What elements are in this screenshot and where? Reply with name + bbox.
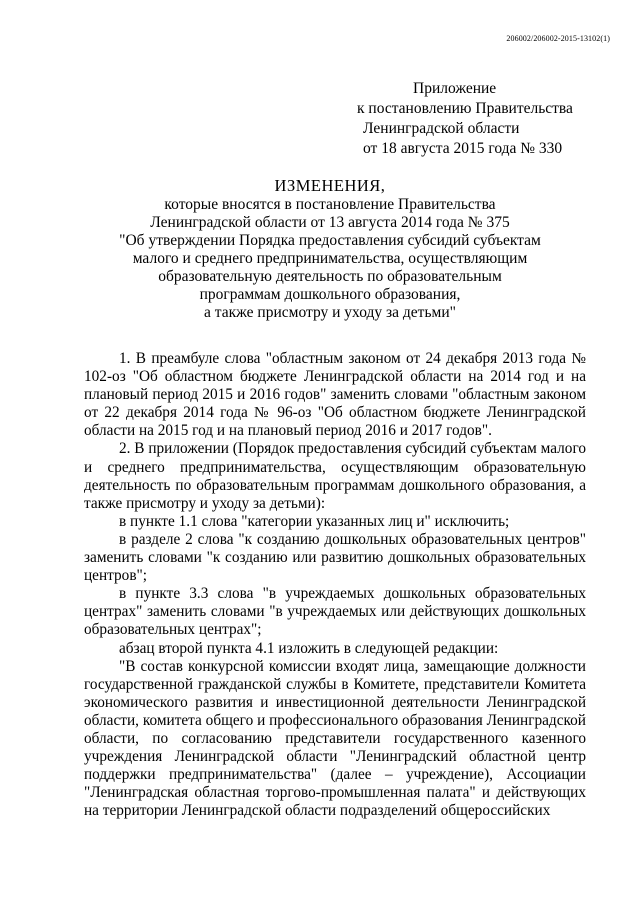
appendix-line: к постановлению Правительства: [357, 100, 573, 117]
document-body: [84, 350, 586, 820]
title-line: которые вносятся в постановление Правительства: [164, 196, 496, 213]
document-title: [60, 177, 600, 322]
title-line: малого и среднего предпринимательства, осуществляющим: [132, 250, 528, 267]
appendix-line: Ленинградской области: [363, 120, 520, 137]
paragraph: в разделе 2 слова "к созданию дошкольных образовательных центров" заменить словами "к созданию или развитию дошкольных образовательных центров";: [84, 530, 586, 585]
title-heading: ИЗМЕНЕНИЯ,: [274, 176, 386, 195]
title-line: программам дошкольного образования,: [199, 286, 461, 303]
title-line: Ленинградской области от 13 августа 2014 года № 375: [150, 214, 510, 231]
paragraph: в пункте 1.1 слова "категории указанных лиц и" исключить;: [119, 512, 510, 530]
title-line: а также присмотру и уходу за детьми": [204, 304, 456, 321]
appendix-block: [0, 79, 640, 159]
paragraph: 2. В приложении (Порядок предоставления субсидий субъектам малого и среднего предпринимательства, осуществляющим образовательную деятельность по образовательным программам дошкольного образования, а также присмотру и уходу за детьми):: [84, 440, 586, 512]
appendix-line: Приложение: [413, 80, 497, 97]
paragraph: "В состав конкурсной комиссии входят лица, замещающие должности государственной гражданской службы в Комитете, представители Комитета экономического развития и инвестиционной деятельности Ленинградской области, комитета общего и профессионального образования Ленинградской области, по согласованию представители государственного казенного учреждения Ленинградской области "Ленинградский областной центр поддержки предпринимательства" (далее – учреждение), Ассоциации "Ленинградская областная торгово-промышленная палата" и действующих на территории Ленинградской области подразделений общероссийских: [84, 657, 586, 820]
document-id: 206002/206002-2015-13102(1): [506, 34, 610, 43]
title-line: "Об утверждении Порядка предоставления субсидий субъектам: [119, 232, 541, 249]
title-line: образовательную деятельность по образовательным: [158, 268, 502, 285]
paragraph: абзац второй пункта 4.1 изложить в следующей редакции:: [119, 639, 499, 657]
paragraph: 1. В преамбуле слова "областным законом от 24 декабря 2013 года № 102-оз "Об областном бюджете Ленинградской области на 2014 год и на плановый период 2015 и 2016 годов" заменить словами "областным законом от 22 декабря 2014 года № 96-оз "Об областном бюджете Ленинградской области на 2015 год и на плановый период 2016 и 2017 годов".: [84, 350, 586, 440]
paragraph: в пункте 3.3 слова "в учреждаемых дошкольных образовательных центрах" заменить словами "в учреждаемых или действующих дошкольных образовательных центрах";: [84, 585, 586, 639]
appendix-line: от 18 августа 2015 года № 330: [363, 140, 563, 157]
